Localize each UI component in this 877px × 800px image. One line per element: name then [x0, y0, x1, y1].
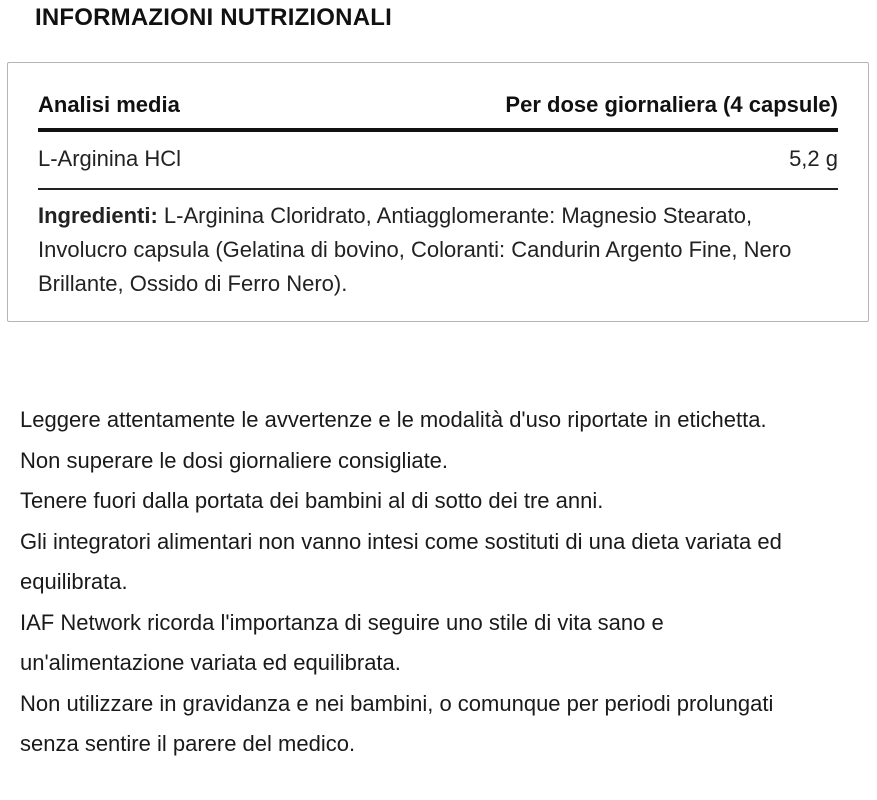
- row-divider: [38, 188, 838, 190]
- ingredients-label: Ingredienti:: [38, 203, 158, 228]
- header-dose-label: Per dose giornaliera (4 capsule): [505, 92, 838, 117]
- warning-line: IAF Network ricorda l'importanza di seguire uno stile di vita sano e un'alimentazione variata ed equilibrata.: [20, 609, 664, 675]
- nutrient-value: 5,2 g: [789, 146, 838, 171]
- warning-line: Non utilizzare in gravidanza e nei bambini, o comunque per periodi prolungati senza sentire il parere del medico.: [20, 690, 774, 756]
- table-header: [38, 85, 838, 125]
- ingredients-list: L-Arginina Cloridrato, Antiagglomerante: Magnesio Stearato, Involucro capsula (Gelatina di bovino, Coloranti: Candurin Argento Fine, Nero Brillante, Ossido di Ferro Nero).: [38, 203, 792, 296]
- warning-line: Leggere attentamente le avvertenze e le modalità d'uso riportate in etichetta.: [20, 407, 767, 432]
- header-analysis-label: Analisi media: [38, 92, 180, 117]
- warning-line: Tenere fuori dalla portata dei bambini al di sotto dei tre anni.: [20, 488, 604, 513]
- page-title: INFORMAZIONI NUTRIZIONALI: [35, 4, 392, 31]
- header-divider: [38, 128, 838, 132]
- nutrient-name: L-Arginina HCl: [38, 146, 182, 171]
- nutrition-facts-box: [7, 62, 869, 322]
- warning-line: Non superare le dosi giornaliere consigliate.: [20, 447, 449, 473]
- warning-line: Gli integratori alimentari non vanno intesi come sostituti di una dieta variata ed equilibrata.: [20, 528, 782, 594]
- table-row: [38, 141, 838, 177]
- warnings-section: [20, 400, 820, 765]
- ingredients-text: [38, 199, 828, 301]
